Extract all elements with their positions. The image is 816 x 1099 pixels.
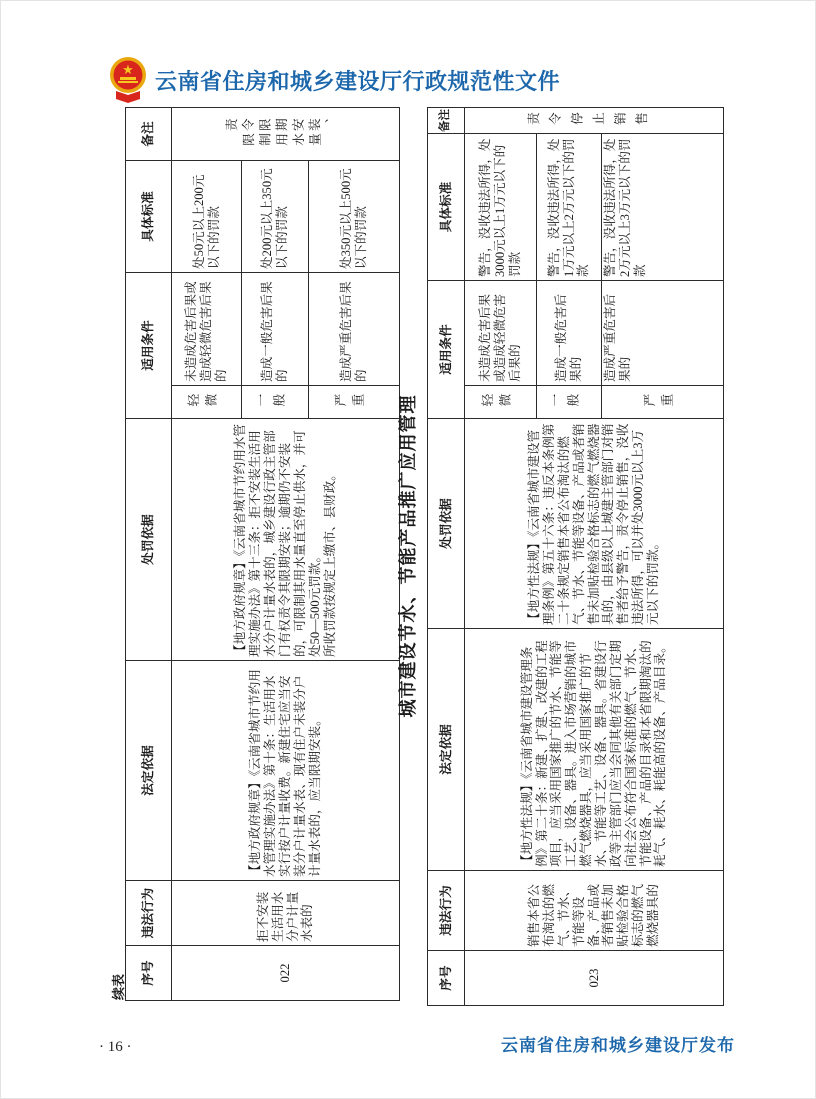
cell-severity-level: 严重 bbox=[309, 386, 400, 419]
page-number: · 16 · bbox=[99, 1039, 132, 1055]
cell-condition: 造成严重危害后果的 bbox=[309, 273, 400, 386]
cell-condition: 造成一般危害后果的 bbox=[242, 273, 309, 386]
table-row bbox=[172, 108, 242, 1001]
penalty-basis-paragraph: 【地方性法规】《云南省城市建设管理条例》第五十六条：违反本条例第二十条规定销售本省公布淘汰的燃气、节水、节能等设备、产品或者销售未加贴检验合格标志的燃气燃烧器具的，由县级以上城建主管部门对销售者给予警告，责令停止销售，没收违法所得，可以并处3000元以上3万元以下的罚款。 bbox=[527, 423, 660, 625]
col-header-behavior: 违法行为 bbox=[428, 871, 465, 951]
col-header-behavior: 违法行为 bbox=[126, 881, 172, 946]
legal-basis-text: 【地方性法规】《云南省城市建设管理条例》第二十条：新建、扩建、改建的工程项目，应当采用国家推广的节水、节能等工艺、设备、器具。进入市场营销的城市燃气燃烧器具，应当采用国家推广的节水、节能等工艺、设备、器具。省建设行政等主管部门应当会同其他有关部门定期向社会公布符合国家标准的燃气、节水、节能设备、产品的目录和本省限期淘汰的耗气、耗水、耗能高的设备、产品目录。 bbox=[519, 640, 668, 867]
cell-severity-level: 轻微 bbox=[465, 386, 537, 419]
col-header-standards: 具体标准 bbox=[126, 161, 172, 273]
cell-severity-level: 轻微 bbox=[172, 386, 242, 419]
cell-condition: 未造成危害后果或造成轻微危害后果的 bbox=[465, 281, 537, 386]
penalty-basis-paragraph: 所收罚款按规定上缴市、县财政。 bbox=[322, 468, 337, 657]
rotated-content-area bbox=[111, 106, 731, 1006]
cell-standard: 警告，没收违法所得，处2万元以上3万元以下的罚款 bbox=[602, 134, 724, 281]
table-header-row bbox=[126, 108, 172, 1001]
cell-standard: 处200元以上350元以下的罚款 bbox=[242, 161, 309, 273]
col-header-legal-basis: 法定依据 bbox=[126, 661, 172, 881]
col-header-remarks: 备注 bbox=[428, 108, 465, 134]
cell-standard: 警告，没收违法所得，处1万元以上2万元以下的罚款 bbox=[537, 134, 602, 281]
section-title: 城市建设节水、节能产品推广应用管理 bbox=[398, 394, 418, 718]
col-header-index: 序号 bbox=[126, 946, 172, 1001]
cell-severity-level: 一般 bbox=[537, 386, 602, 419]
table-row bbox=[465, 108, 537, 1006]
cell-penalty-basis bbox=[172, 419, 400, 661]
col-header-index: 序号 bbox=[428, 951, 465, 1006]
page-footer bbox=[99, 1031, 735, 1056]
cell-standard: 警告，没收违法所得，处3000元以上1万元以下的罚款 bbox=[465, 134, 537, 281]
cell-behavior: 销售本省公布淘汰的燃气、节水、节能等设备、产品或者销售未加贴检验合格标志的燃气燃烧器具的 bbox=[465, 871, 724, 951]
cell-penalty-basis bbox=[465, 419, 724, 629]
landscape-canvas bbox=[111, 106, 731, 1006]
cell-severity-level: 一般 bbox=[242, 386, 309, 419]
national-emblem-icon bbox=[109, 55, 147, 105]
col-header-remarks: 备注 bbox=[126, 108, 172, 161]
continuation-label: 续表 bbox=[111, 973, 126, 1000]
cell-behavior: 拒不安装生活用水分户计量水表的 bbox=[172, 881, 400, 946]
col-header-conditions: 适用条件 bbox=[428, 281, 465, 419]
cell-index: 023 bbox=[465, 951, 724, 1006]
page-title: 云南省住房和城乡建设厅行政规范性文件 bbox=[155, 68, 561, 94]
penalty-table-022 bbox=[125, 107, 400, 1001]
cell-remarks: 责令停止销售 bbox=[465, 108, 724, 134]
col-header-legal-basis: 法定依据 bbox=[428, 629, 465, 871]
cell-condition: 未造成危害后果或造成轻微危害后果的 bbox=[172, 273, 242, 386]
legal-basis-text: 【地方政府规章】《云南省城市节约用水管理实施办法》第十条：生活用水实行按户计量收费。新建住宅应当安装分户计量水表、现有住户未装分户计量水表的，应当限期安装。 bbox=[248, 669, 322, 877]
cell-legal-basis bbox=[465, 629, 724, 871]
cell-severity-level: 严重 bbox=[602, 386, 724, 419]
col-header-conditions: 适用条件 bbox=[126, 273, 172, 419]
col-header-penalty-basis: 处罚依据 bbox=[428, 419, 465, 629]
cell-index: 022 bbox=[172, 946, 400, 1001]
penalty-table-023 bbox=[427, 107, 724, 1006]
page-header bbox=[109, 53, 560, 107]
publisher-label: 云南省住房和城乡建设厅发布 bbox=[501, 1036, 735, 1055]
cell-condition: 造成严重危害后果的 bbox=[602, 281, 724, 386]
cell-condition: 造成一般危害后果的 bbox=[537, 281, 602, 386]
col-header-penalty-basis: 处罚依据 bbox=[126, 419, 172, 661]
col-header-standards: 具体标准 bbox=[428, 134, 465, 281]
cell-remarks: 责令限期安装、限制用水量 bbox=[172, 108, 400, 161]
svg-text:★: ★ bbox=[122, 62, 134, 77]
cell-legal-basis bbox=[172, 661, 400, 881]
cell-standard: 处50元以上200元以下的罚款 bbox=[172, 161, 242, 273]
table-header-row bbox=[428, 108, 465, 1006]
cell-standard: 处350元以上500元以下的罚款 bbox=[309, 161, 400, 273]
penalty-basis-paragraph: 【地方政府规章】《云南省城市节约用水管理实施办法》第十三条：拒不安装生活用水分户计量水表的，城乡建设行政主管部门有权责令其限期安装；逾期仍不安装的，可限制其用水量直至停止供水，并可处50—500元罚款。 bbox=[233, 424, 322, 657]
